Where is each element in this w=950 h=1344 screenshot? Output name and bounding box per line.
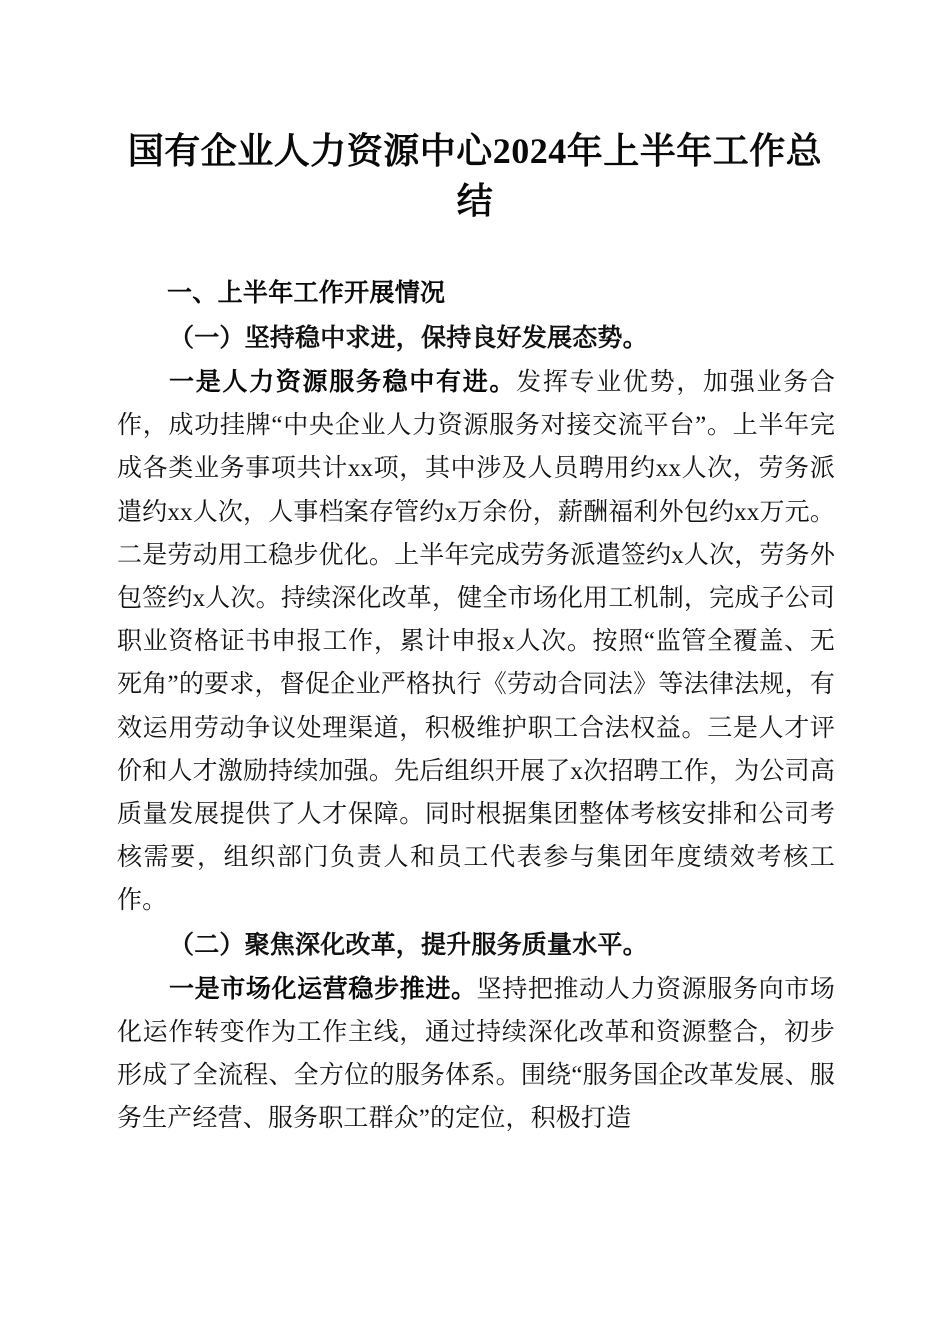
paragraph-1-2-1-lead: 一是市场化运营稳步推进。 bbox=[169, 975, 477, 1003]
paragraph-1-2-1-text: 坚持把推动人力资源服务向市场化运作转变作为工作主线，通过持续深化改革和资源整合，初步形成了全流程、全方位的服务体系。围绕“服务国企改革发展、服务生产经营、服务职工群众”的定位，积极打造 bbox=[117, 975, 835, 1133]
paragraph-1-2-1 bbox=[117, 968, 835, 1141]
section-heading-1: 一、上半年工作开展情况 bbox=[167, 279, 446, 307]
paragraph-1-1-1-lead: 一是人力资源服务稳中有进。 bbox=[169, 369, 517, 396]
subsection-heading-1-1: （一）坚持稳中求进，保持良好发展态势。 bbox=[169, 325, 648, 352]
document-body bbox=[117, 272, 835, 1140]
paragraph-1-1-1-text: 发挥专业优势，加强业务合作，成功挂牌“中央企业人力资源服务对接交流平台”。上半年完成各类业务事项共计xx项，其中涉及人员聘用约xx人次，劳务派遣约xx人次，人事档案存管约x万余份，薪酬福利外包约xx万元。二是劳动用工稳步优化。上半年完成劳务派遣签约x人次，劳务外包签约x人次。持续深化改革，健全市场化用工机制，完成子公司职业资格证书申报工作，累计申报x人次。按照“监管全覆盖、无死角”的要求，督促企业严格执行《劳动合同法》等法律法规，有效运用劳动争议处理渠道，积极维护职工合法权益。三是人才评价和人才激励持续加强。先后组织开展了x次招聘工作，为公司高质量发展提供了人才保障。同时根据集团整体考核安排和公司考核需要，组织部门负责人和员工代表参与集团年度绩效考核工作。 bbox=[117, 369, 835, 915]
subsection-heading-1-2: （二）聚焦深化改革，提升服务质量水平。 bbox=[169, 931, 648, 959]
paragraph-1-1-1 bbox=[117, 361, 835, 923]
document-title: 国有企业人力资源中心2024年上半年工作总结 bbox=[127, 131, 823, 221]
